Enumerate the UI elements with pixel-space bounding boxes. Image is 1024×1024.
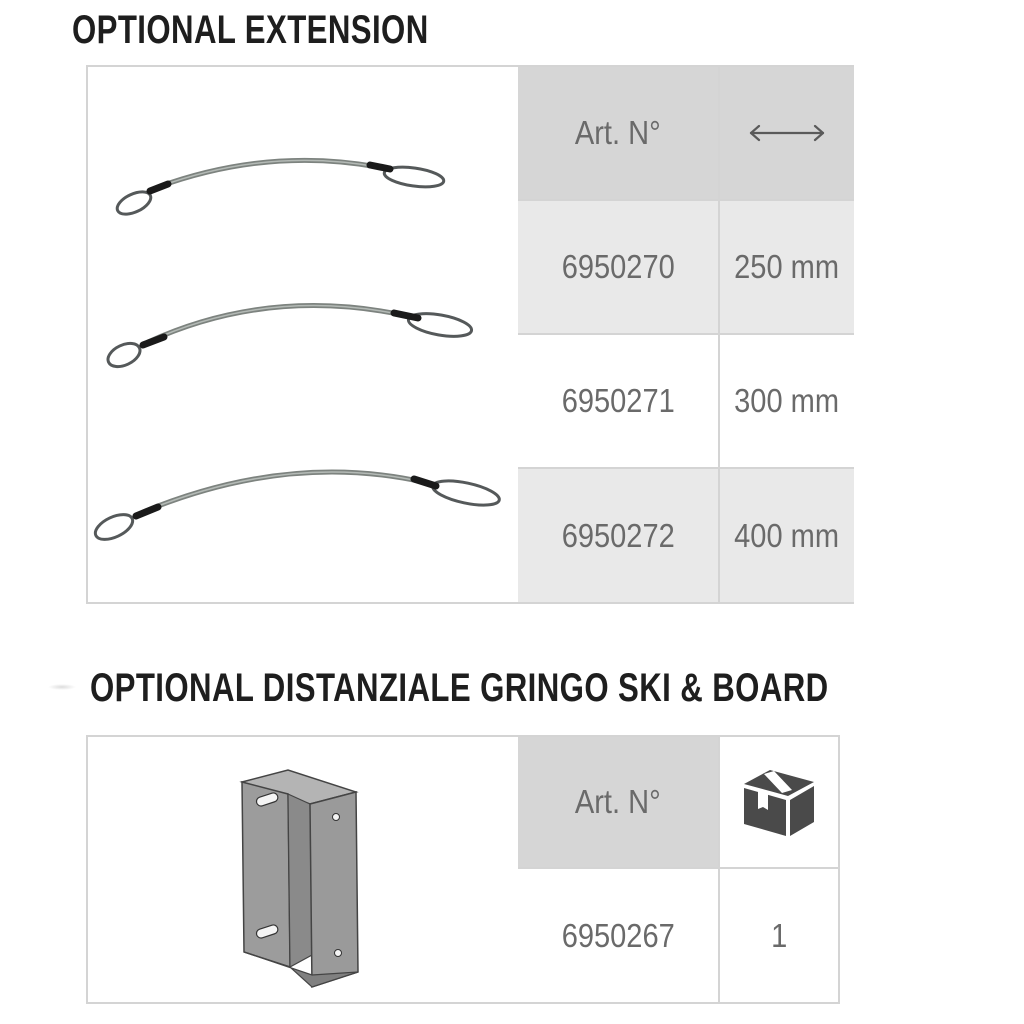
extension-table [86,65,854,604]
row-article: 6950271 [518,335,718,469]
row-quantity: 1 [718,869,838,1002]
row-length: 250 mm [718,201,854,335]
package-box-icon [740,766,818,838]
row-length: 300 mm [718,335,854,469]
extension-image-cell [88,67,520,602]
spacer-image-cell [88,737,520,1002]
spacer-table [86,735,840,1004]
row-article: 6950272 [518,469,718,602]
row-article: 6950270 [518,201,718,335]
header-article: Art. N° [518,67,718,201]
header-quantity [718,737,838,869]
decorative-mark [48,684,76,690]
metal-spacer-frame-image [88,737,518,1002]
row-length: 400 mm [718,469,854,602]
row-article: 6950267 [518,869,718,1002]
header-length [718,67,854,201]
extension-grid [518,67,852,602]
steel-cable-loops-image [88,67,518,602]
spacer-grid [518,737,838,1002]
section-title-spacer: OPTIONAL DISTANZIALE GRINGO SKI & BOARD [90,666,829,710]
header-article: Art. N° [518,737,718,869]
double-arrow-icon [747,123,827,143]
section-title-extension: OPTIONAL EXTENSION [72,8,429,52]
